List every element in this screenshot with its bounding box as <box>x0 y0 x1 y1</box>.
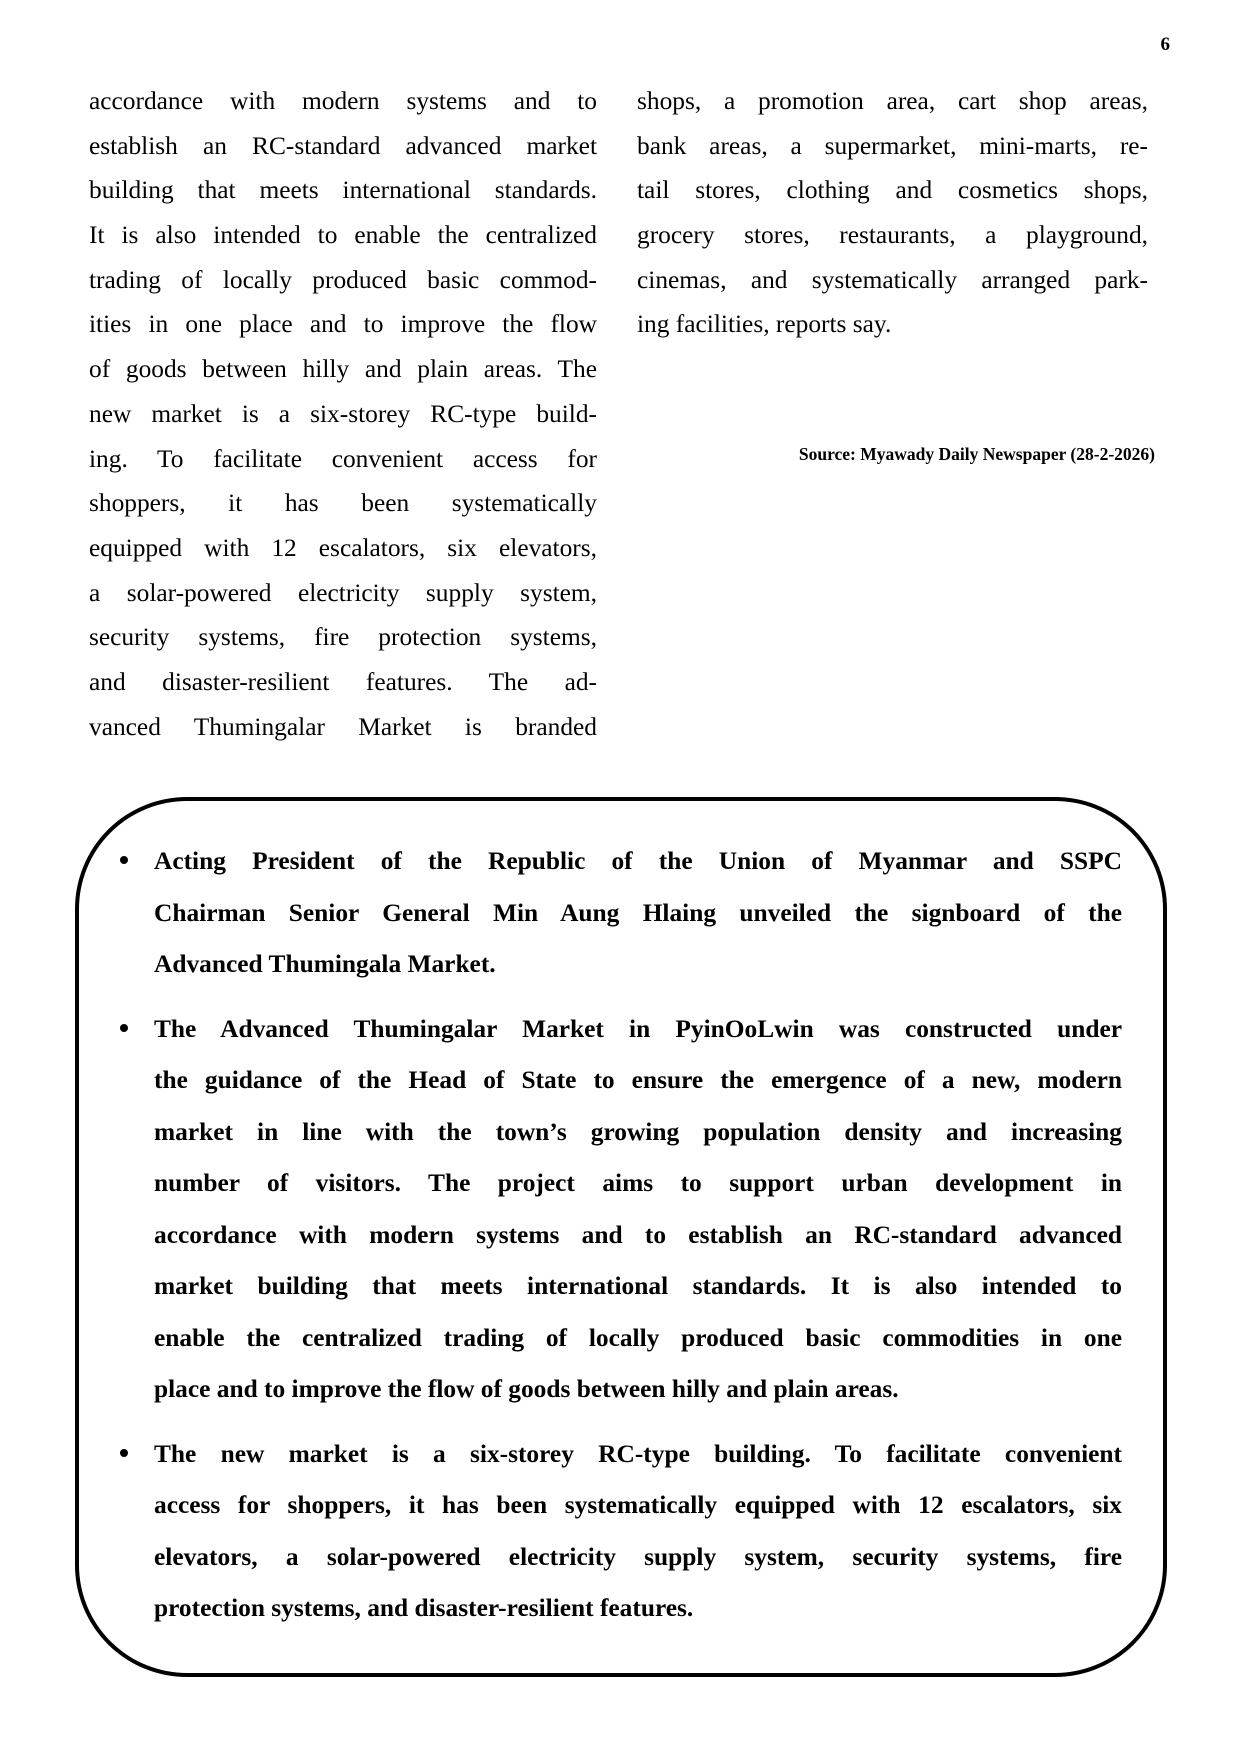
text-line: building that meets international standards. <box>89 176 597 205</box>
text-line: establish an RC-standard advanced market <box>89 131 597 160</box>
bullet-text <box>154 1004 1122 1416</box>
text-line: Advanced Thumingala Market. <box>154 950 496 978</box>
text-line: vanced Thumingalar Market is branded <box>89 712 597 741</box>
text-line: security systems, fire protection systems, <box>89 623 597 652</box>
bullet-icon <box>120 856 128 864</box>
text-line: market building that meets international standards. It is also intended to <box>154 1272 1122 1300</box>
bullet-icon <box>120 1449 128 1457</box>
text-line: grocery stores, restaurants, a playground, <box>637 221 1148 250</box>
text-line: ing. To facilitate convenient access for <box>89 444 597 473</box>
text-line: place and to improve the flow of goods between hilly and plain areas. <box>154 1375 899 1403</box>
text-line: bank areas, a supermarket, mini-marts, re- <box>637 131 1148 160</box>
text-line: shops, a promotion area, cart shop areas, <box>637 87 1148 115</box>
text-line: access for shoppers, it has been systematically equipped with 12 escalators, six <box>154 1491 1122 1519</box>
text-line: ities in one place and to improve the flow <box>89 310 597 339</box>
bullet-item <box>118 836 1122 991</box>
text-line: a solar-powered electricity supply system, <box>89 578 597 607</box>
bullet-icon <box>120 1024 128 1032</box>
text-line: tail stores, clothing and cosmetics shops, <box>637 176 1148 205</box>
text-line: It is also intended to enable the centralized <box>89 221 597 250</box>
summary-bullet-list <box>118 836 1122 1648</box>
text-line: Acting President of the Republic of the Union of Myanmar and SSPC <box>154 847 1122 875</box>
text-line: of goods between hilly and plain areas. The <box>89 355 597 384</box>
bullet-text <box>154 1429 1122 1635</box>
text-line: the guidance of the Head of State to ensure the emergence of a new, modern <box>154 1066 1122 1094</box>
source-citation: Source: Myawady Daily Newspaper (28-2-2026) <box>798 444 1155 464</box>
bullet-text <box>154 836 1122 991</box>
text-line: market in line with the town’s growing population density and increasing <box>154 1117 1122 1146</box>
text-line: shoppers, it has been systematically <box>89 489 597 518</box>
page-number: 6 <box>1160 34 1170 55</box>
article-left-column <box>89 79 597 749</box>
text-line: accordance with modern systems and to <box>89 87 597 115</box>
text-line: The new market is a six-storey RC-type building. To facilitate convenient <box>154 1439 1122 1468</box>
text-line: elevators, a solar-powered electricity supply system, security systems, fire <box>154 1542 1122 1571</box>
bullet-item <box>118 1429 1122 1635</box>
text-line: cinemas, and systematically arranged park- <box>637 265 1148 294</box>
article-right-column <box>637 79 1148 347</box>
text-line: The Advanced Thumingalar Market in PyinOoLwin was constructed under <box>154 1014 1122 1043</box>
text-line: trading of locally produced basic commod- <box>89 265 597 294</box>
text-line: new market is a six-storey RC-type build- <box>89 399 597 428</box>
text-line: number of visitors. The project aims to support urban development in <box>154 1169 1122 1197</box>
text-line: enable the centralized trading of locally produced basic commodities in one <box>154 1323 1122 1352</box>
text-line: accordance with modern systems and to establish an RC-standard advanced <box>154 1220 1122 1249</box>
text-line: and disaster-resilient features. The ad- <box>89 667 597 696</box>
bullet-item <box>118 1004 1122 1416</box>
text-line: equipped with 12 escalators, six elevators, <box>89 533 597 562</box>
text-line: ing facilities, reports say. <box>637 310 892 339</box>
text-line: Chairman Senior General Min Aung Hlaing unveiled the signboard of the <box>154 898 1122 927</box>
text-line: protection systems, and disaster-resilient features. <box>154 1594 694 1622</box>
